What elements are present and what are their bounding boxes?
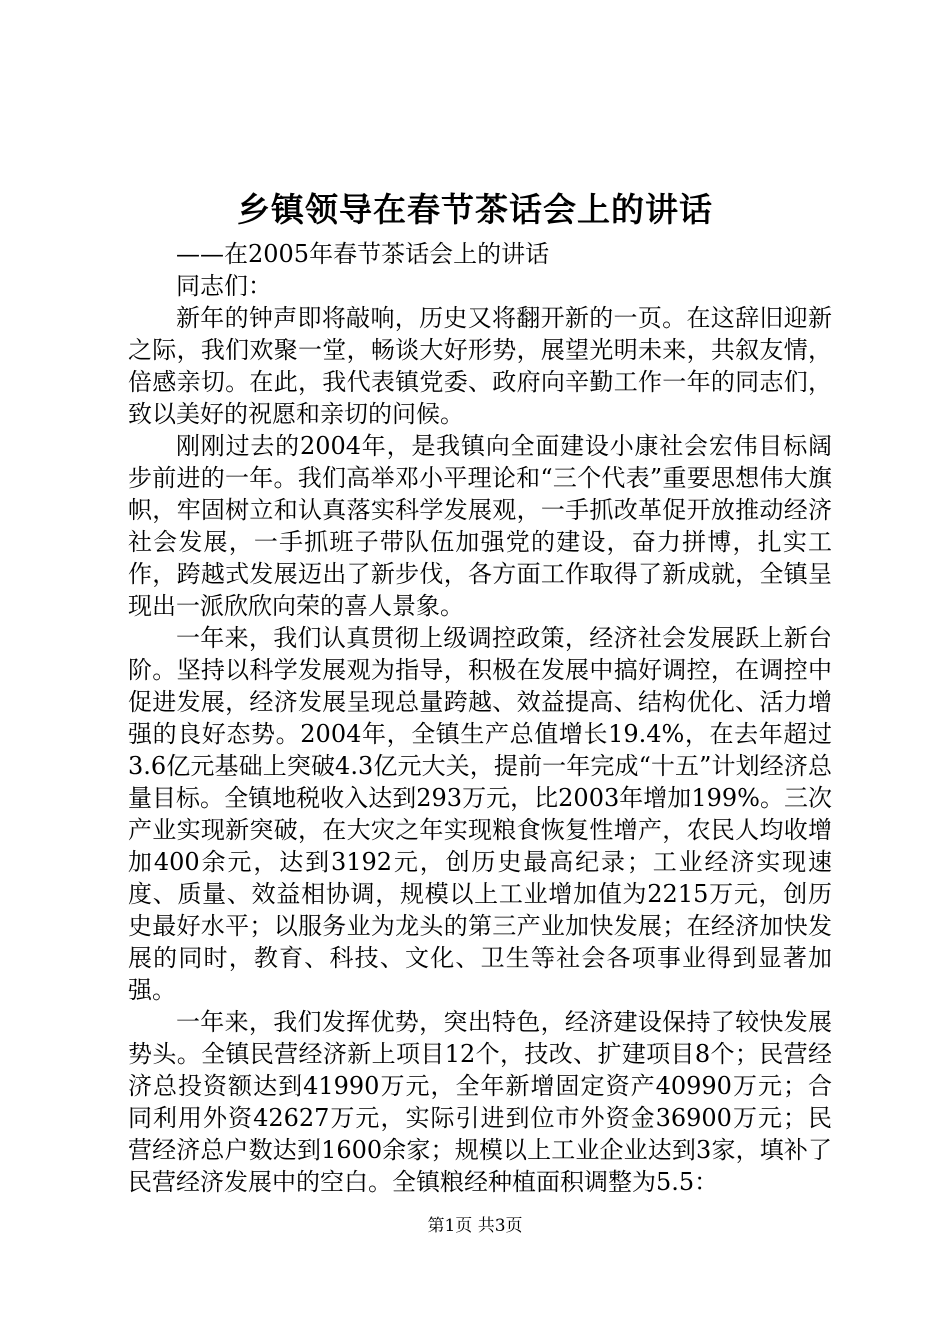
paragraph-3: 一年来，我们认真贯彻上级调控政策，经济社会发展跃上新台阶。坚持以科学发展观为指导，积极在发展中搞好调控，在调控中促进发展，经济发展呈现总量跨越、效益提高、结构优化、活力增强的良好态势。2004年，全镇生产总值增长19.4%，在去年超过3.6亿元基础上突破4.3亿元大关，提前一年完成“十五”计划经济总量目标。全镇地税收入达到293万元，比2003年增加199%。三次产业实现新突破，在大灾之年实现粮食恢复性增产，农民人均收增加400余元，达到3192元，创历史最高纪录；工业经济实现速度、质量、效益相协调，规模以上工业增加值为2215万元，创历史最好水平；以服务业为龙头的第三产业加快发展；在经济加快发展的同时，教育、科技、文化、卫生等社会各项事业得到显著加强。	[128, 624, 832, 1004]
page-number-footer: 第1页 共3页	[427, 1216, 523, 1236]
salutation: 同志们：	[176, 272, 272, 300]
document-title: 乡镇领导在春节茶话会上的讲话	[237, 190, 713, 229]
document-subtitle: ——在2005年春节茶话会上的讲话	[176, 240, 550, 268]
paragraph-4: 一年来，我们发挥优势，突出特色，经济建设保持了较快发展势头。全镇民营经济新上项目12个，技改、扩建项目8个；民营经济总投资额达到41990万元，全年新增固定资产40990万元；合同利用外资42627万元，实际引进到位市外资金36900万元；民营经济总户数达到1600余家；规模以上工业企业达到3家，填补了民营经济发展中的空白。全镇粮经种植面积调整为5.5：	[128, 1008, 832, 1196]
paragraph-1: 新年的钟声即将敲响，历史又将翻开新的一页。在这辞旧迎新之际，我们欢聚一堂，畅谈大好形势，展望光明未来，共叙友情，倍感亲切。在此，我代表镇党委、政府向辛勤工作一年的同志们，致以美好的祝愿和亲切的问候。	[128, 304, 832, 428]
paragraph-2: 刚刚过去的2004年，是我镇向全面建设小康社会宏伟目标阔步前进的一年。我们高举邓小平理论和“三个代表”重要思想伟大旗帜，牢固树立和认真落实科学发展观，一手抓改革促开放推动经济社会发展，一手抓班子带队伍加强党的建设，奋力拼博，扎实工作，跨越式发展迈出了新步伐，各方面工作取得了新成就，全镇呈现出一派欣欣向荣的喜人景象。	[128, 432, 832, 620]
document-body	[128, 238, 832, 1198]
